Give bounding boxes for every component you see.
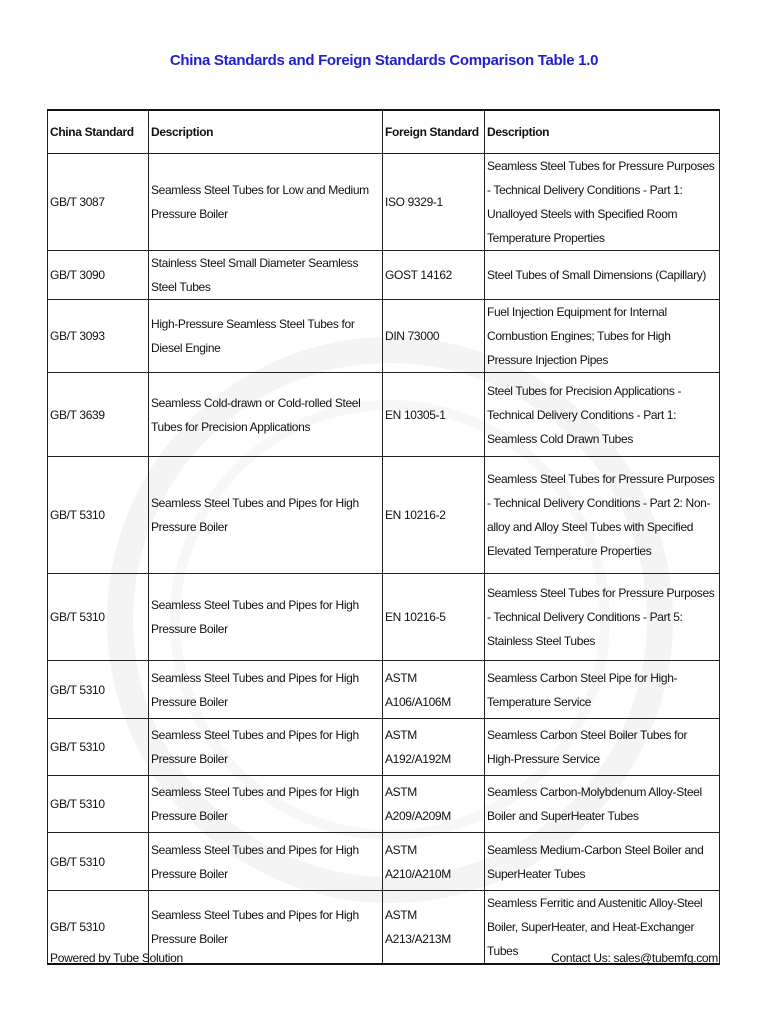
description-cell: Seamless Steel Tubes and Pipes for High Pressure Boiler bbox=[149, 719, 383, 776]
footer-contact: Contact Us: sales@tubemfg.com bbox=[551, 951, 718, 965]
foreign-description-cell: Steel Tubes of Small Dimensions (Capillary) bbox=[485, 251, 720, 300]
description-cell: Seamless Steel Tubes and Pipes for High Pressure Boiler bbox=[149, 776, 383, 833]
foreign-description-cell: Seamless Carbon Steel Boiler Tubes for High-Pressure Service bbox=[485, 719, 720, 776]
china-standard-cell: GB/T 5310 bbox=[48, 661, 149, 719]
foreign-standard-cell: EN 10216-5 bbox=[383, 574, 485, 661]
foreign-description-cell: Steel Tubes for Precision Applications - Technical Delivery Conditions - Part 1: Seamless Cold Drawn Tubes bbox=[485, 373, 720, 457]
foreign-standard-cell: ASTM A213/A213M bbox=[383, 891, 485, 965]
table-row bbox=[48, 300, 720, 373]
table-row bbox=[48, 776, 720, 833]
description-cell: Stainless Steel Small Diameter Seamless Steel Tubes bbox=[149, 251, 383, 300]
header-foreign-standard: Foreign Standard bbox=[383, 110, 485, 154]
china-standard-cell: GB/T 3639 bbox=[48, 373, 149, 457]
table-row bbox=[48, 661, 720, 719]
foreign-standard-cell: EN 10305-1 bbox=[383, 373, 485, 457]
china-standard-cell: GB/T 3090 bbox=[48, 251, 149, 300]
foreign-standard-cell: GOST 14162 bbox=[383, 251, 485, 300]
foreign-standard-cell: ASTM A210/A210M bbox=[383, 833, 485, 891]
table-row bbox=[48, 833, 720, 891]
table-row bbox=[48, 373, 720, 457]
foreign-description-cell: Seamless Ferritic and Austenitic Alloy-Steel Boiler, SuperHeater, and Heat-Exchanger Tubes bbox=[485, 891, 720, 965]
description-cell: Seamless Steel Tubes and Pipes for High Pressure Boiler bbox=[149, 833, 383, 891]
china-standard-cell: GB/T 3087 bbox=[48, 154, 149, 251]
table-row bbox=[48, 251, 720, 300]
description-cell: High-Pressure Seamless Steel Tubes for Diesel Engine bbox=[149, 300, 383, 373]
foreign-description-cell: Seamless Medium-Carbon Steel Boiler and SuperHeater Tubes bbox=[485, 833, 720, 891]
china-standard-cell: GB/T 5310 bbox=[48, 574, 149, 661]
header-china-standard: China Standard bbox=[48, 110, 149, 154]
description-cell: Seamless Cold-drawn or Cold-rolled Steel Tubes for Precision Applications bbox=[149, 373, 383, 457]
header-description: Description bbox=[149, 110, 383, 154]
china-standard-cell: GB/T 5310 bbox=[48, 776, 149, 833]
china-standard-cell: GB/T 5310 bbox=[48, 891, 149, 965]
foreign-description-cell: Seamless Carbon Steel Pipe for High-Temperature Service bbox=[485, 661, 720, 719]
comparison-table bbox=[47, 109, 720, 965]
china-standard-cell: GB/T 5310 bbox=[48, 719, 149, 776]
description-cell: Seamless Steel Tubes for Low and Medium Pressure Boiler bbox=[149, 154, 383, 251]
header-foreign-description: Description bbox=[485, 110, 720, 154]
foreign-description-cell: Seamless Steel Tubes for Pressure Purposes - Technical Delivery Conditions - Part 2: Non-alloy and Alloy Steel Tubes with Specified Elevated Temperature Properties bbox=[485, 457, 720, 574]
footer-powered-by: Powered by Tube Solution bbox=[50, 951, 183, 965]
foreign-standard-cell: DIN 73000 bbox=[383, 300, 485, 373]
foreign-description-cell: Seamless Steel Tubes for Pressure Purposes - Technical Delivery Conditions - Part 1: Unalloyed Steels with Specified Room Temperature Properties bbox=[485, 154, 720, 251]
table-row bbox=[48, 574, 720, 661]
table-row bbox=[48, 154, 720, 251]
table-header-row bbox=[48, 110, 720, 154]
foreign-standard-cell: EN 10216-2 bbox=[383, 457, 485, 574]
foreign-standard-cell: ASTM A209/A209M bbox=[383, 776, 485, 833]
description-cell: Seamless Steel Tubes and Pipes for High Pressure Boiler bbox=[149, 457, 383, 574]
china-standard-cell: GB/T 5310 bbox=[48, 833, 149, 891]
foreign-standard-cell: ASTM A106/A106M bbox=[383, 661, 485, 719]
china-standard-cell: GB/T 3093 bbox=[48, 300, 149, 373]
description-cell: Seamless Steel Tubes and Pipes for High Pressure Boiler bbox=[149, 661, 383, 719]
foreign-description-cell: Seamless Steel Tubes for Pressure Purposes - Technical Delivery Conditions - Part 5: Stainless Steel Tubes bbox=[485, 574, 720, 661]
foreign-standard-cell: ISO 9329-1 bbox=[383, 154, 485, 251]
foreign-description-cell: Fuel Injection Equipment for Internal Combustion Engines; Tubes for High Pressure Injection Pipes bbox=[485, 300, 720, 373]
china-standard-cell: GB/T 5310 bbox=[48, 457, 149, 574]
table-row bbox=[48, 719, 720, 776]
foreign-description-cell: Seamless Carbon-Molybdenum Alloy-Steel Boiler and SuperHeater Tubes bbox=[485, 776, 720, 833]
description-cell: Seamless Steel Tubes and Pipes for High Pressure Boiler bbox=[149, 574, 383, 661]
table-row bbox=[48, 457, 720, 574]
page-title: China Standards and Foreign Standards Comparison Table 1.0 bbox=[169, 52, 599, 69]
description-cell: Seamless Steel Tubes and Pipes for High Pressure Boiler bbox=[149, 891, 383, 965]
foreign-standard-cell: ASTM A192/A192M bbox=[383, 719, 485, 776]
